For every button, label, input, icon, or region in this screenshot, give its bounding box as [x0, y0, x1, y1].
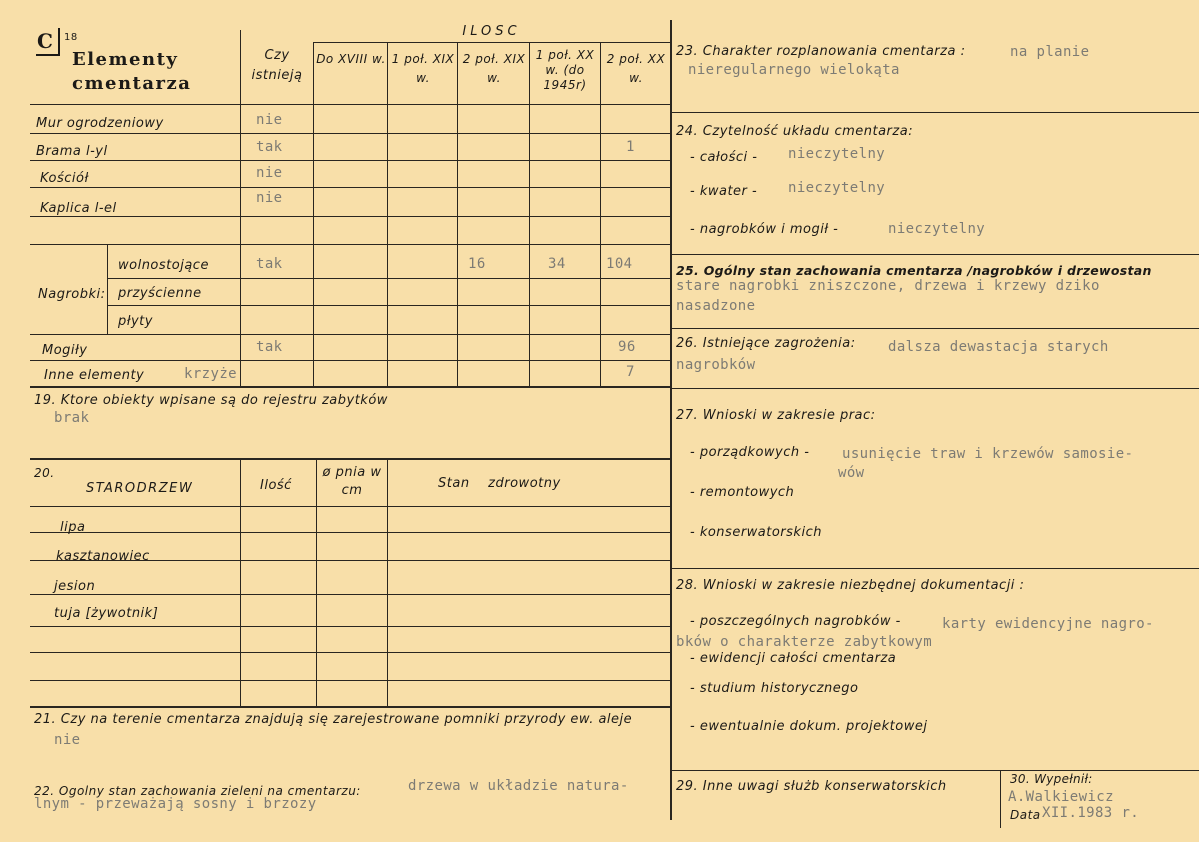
q22-answer-1: drzewa w układzie natura- [408, 778, 629, 794]
q30-data-value: XII.1983 r. [1042, 805, 1140, 821]
q30-label: 30. Wypełnił: [1010, 772, 1093, 786]
q28-poszczegolnych-value-1: karty ewidencyjne nagro- [942, 616, 1154, 632]
row-brama-2p20: 1 [626, 139, 635, 155]
q26-answer-1: dalsza dewastacja starych [888, 339, 1109, 355]
q27-label: 27. Wnioski w zakresie prac: [676, 408, 876, 423]
q28-ewidencji: - ewidencji całości cmentarza [690, 651, 897, 666]
q23-answer-2: nieregularnego wielokąta [688, 62, 900, 78]
q24-kwater-value: nieczytelny [788, 180, 886, 196]
q19-label: 19. Ktore obiekty wpisane są do rejestru zabytków [34, 393, 388, 408]
row-czy-mogily: tak [256, 339, 283, 355]
col-header-ilosc: ILOSC [462, 24, 521, 39]
title-line-1: Elementy [72, 49, 179, 70]
q28-label: 28. Wnioski w zakresie niezbędnej dokumentacji : [676, 578, 1025, 593]
col-header-do18: Do XVIII w. [316, 52, 386, 66]
q25-label: 25. Ogólny stan zachowania cmentarza /nagrobków i drzewostan [676, 263, 1152, 278]
q20-number: 20. [34, 466, 55, 480]
q28-ewentualnie: - ewentualnie dokum. projektowej [690, 719, 928, 734]
q27-remontowych: - remontowych [690, 485, 795, 500]
row-wolno-1p20: 34 [548, 256, 566, 272]
q24-calosci: - całości - [690, 150, 758, 165]
row-label-mogily: Mogiły [42, 343, 88, 358]
col-header-1p19: 1 poł. XIX w. [391, 52, 455, 85]
q24-nagrobkow: - nagrobków i mogił - [690, 222, 839, 237]
q27-porzadkowych-value-1: usunięcie traw i krzewów samosie- [842, 446, 1134, 462]
q20-col-pnia: ø pnia w cm [322, 465, 382, 498]
title-line-2: cmentarza [72, 73, 192, 94]
row-label-kaplica: Kaplica l-el [40, 201, 117, 216]
row-label-inne: Inne elementy [44, 368, 145, 383]
q28-poszczegolnych: - poszczególnych nagrobków - [690, 614, 901, 629]
col-header-1p20: 1 poł. XX w. (do 1945r) [535, 48, 595, 92]
col-header-czy: Czy istnieją [251, 48, 303, 83]
row-label-mur: Mur ogrodzeniowy [36, 116, 164, 131]
row-inne-value: krzyże [184, 366, 237, 382]
q20-col-starodrzew: STARODRZEW [86, 481, 194, 496]
q24-kwater: - kwater - [690, 184, 758, 199]
q30-name: A.Walkiewicz [1008, 789, 1114, 805]
q21-answer: nie [54, 732, 81, 748]
q19-answer: brak [54, 410, 90, 426]
row-czy-wolno: tak [256, 256, 283, 272]
row-label-brama: Brama l-yl [36, 144, 108, 159]
section-letter: C [37, 29, 55, 53]
q28-studium: - studium historycznego [690, 681, 859, 696]
q22-label: 22. Ogolny stan zachowania zieleni na cmentarzu: [34, 784, 361, 798]
tree-4: tuja [żywotnik] [54, 606, 159, 621]
row-czy-mur: nie [256, 112, 283, 128]
q20-col-ilosc: Ilość [260, 478, 292, 493]
section-number: 18 [64, 32, 78, 43]
tree-2: kasztanowiec [56, 549, 150, 564]
q28-poszczegolnych-value-2: bków o charakterze zabytkowym [676, 634, 933, 650]
q23-label: 23. Charakter rozplanowania cmentarza : [676, 44, 966, 59]
q29-label: 29. Inne uwagi służb konserwatorskich [676, 779, 947, 794]
row-mogily-2p20: 96 [618, 339, 636, 355]
col-header-2p20: 2 poł. XX w. [606, 52, 666, 85]
q25-answer-2: nasadzone [676, 298, 756, 314]
q30-data-label: Data [1010, 808, 1041, 822]
tree-1: lipa [60, 520, 86, 535]
row-czy-kaplica: nie [256, 190, 283, 206]
q22-answer-2: lnym - przeważają sosny i brzozy [34, 796, 317, 812]
tree-3: jesion [54, 579, 96, 594]
row-label-przysc: przyścienne [118, 286, 202, 301]
q25-answer-1: stare nagrobki zniszczone, drzewa i krzewy dziko [676, 278, 1100, 294]
q24-nagrobkow-value: nieczytelny [888, 221, 986, 237]
q27-konserwatorskich: - konserwatorskich [690, 525, 822, 540]
row-czy-brama: tak [256, 139, 283, 155]
nagrobki-label: Nagrobki: [38, 287, 106, 302]
q26-answer-2: nagrobków [676, 357, 756, 373]
row-wolno-2p19: 16 [468, 256, 486, 272]
row-label-plyty: płyty [118, 314, 153, 329]
row-label-wolno: wolnostojące [118, 258, 209, 273]
row-inne-2p20: 7 [626, 364, 635, 380]
q20-col-stan: Stan zdrowotny [438, 476, 561, 491]
q23-answer-1: na planie [1010, 44, 1090, 60]
col-header-2p19: 2 poł. XIX w. [462, 52, 526, 85]
q26-label: 26. Istniejące zagrożenia: [676, 336, 856, 351]
row-wolno-2p20: 104 [606, 256, 633, 272]
row-label-kosciol: Kościół [40, 171, 89, 186]
q21-label: 21. Czy na terenie cmentarza znajdują się zarejestrowane pomniki przyrody ew. aleje [34, 712, 633, 727]
q27-porzadkowych-value-2: wów [838, 465, 865, 481]
q27-porzadkowych: - porządkowych - [690, 445, 810, 460]
q24-calosci-value: nieczytelny [788, 146, 886, 162]
q24-label: 24. Czytelność układu cmentarza: [676, 124, 914, 139]
row-czy-kosciol: nie [256, 165, 283, 181]
